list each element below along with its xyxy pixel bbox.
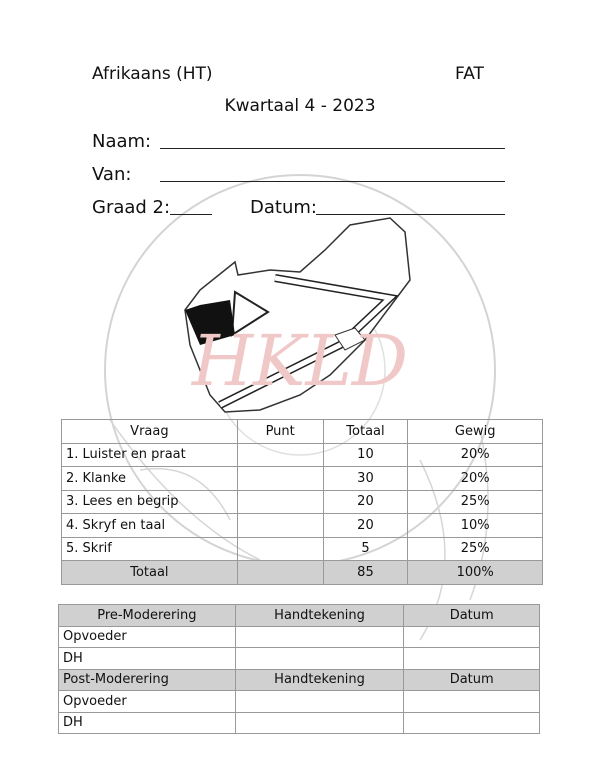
date-cell[interactable] <box>404 712 540 734</box>
datum-header: Datum <box>404 669 540 691</box>
totaal-cell: 20 <box>323 514 408 538</box>
vraag-cell: 1. Luister en praat <box>62 443 238 467</box>
signature-cell[interactable] <box>235 691 404 713</box>
total-totaal: 85 <box>323 561 408 585</box>
punt-cell[interactable] <box>237 467 323 491</box>
pre-moderation-header <box>59 605 540 627</box>
van-field[interactable] <box>160 181 505 182</box>
vraag-cell: 4. Skryf en taal <box>62 514 238 538</box>
post-moderation-header <box>59 669 540 691</box>
gewig-cell: 20% <box>408 467 543 491</box>
role-cell: Opvoeder <box>59 626 236 648</box>
van-label: Van: <box>92 164 132 185</box>
handtekening-header: Handtekening <box>235 605 404 627</box>
punt-cell[interactable] <box>237 514 323 538</box>
role-cell: Opvoeder <box>59 691 236 713</box>
table-row <box>62 537 543 561</box>
table-row <box>59 712 540 734</box>
total-punt-cell[interactable] <box>237 561 323 585</box>
page-title: Kwartaal 4 - 2023 <box>224 96 376 116</box>
role-cell: DH <box>59 712 236 734</box>
graad-label: Graad 2: <box>92 197 171 218</box>
punt-cell[interactable] <box>237 443 323 467</box>
naam-field[interactable] <box>160 148 505 149</box>
table-header-row <box>62 420 543 444</box>
punt-cell[interactable] <box>237 537 323 561</box>
header-gewig: Gewig <box>408 420 543 444</box>
date-cell[interactable] <box>404 626 540 648</box>
table-row <box>62 467 543 491</box>
datum-field[interactable] <box>316 214 505 215</box>
signature-cell[interactable] <box>235 626 404 648</box>
date-cell[interactable] <box>404 648 540 670</box>
punt-cell[interactable] <box>237 490 323 514</box>
table-row <box>62 443 543 467</box>
table-row <box>59 691 540 713</box>
vraag-cell: 2. Klanke <box>62 467 238 491</box>
table-row <box>59 648 540 670</box>
datum-header: Datum <box>404 605 540 627</box>
header-totaal: Totaal <box>323 420 408 444</box>
subject-label: Afrikaans (HT) <box>92 64 213 84</box>
table-row <box>62 490 543 514</box>
vraag-cell: 5. Skrif <box>62 537 238 561</box>
totaal-cell: 10 <box>323 443 408 467</box>
role-cell: DH <box>59 648 236 670</box>
gewig-cell: 25% <box>408 537 543 561</box>
vraag-cell: 3. Lees en begrip <box>62 490 238 514</box>
totaal-cell: 5 <box>323 537 408 561</box>
totaal-cell: 30 <box>323 467 408 491</box>
header-punt: Punt <box>237 420 323 444</box>
gewig-cell: 25% <box>408 490 543 514</box>
graad-field[interactable] <box>170 214 212 215</box>
total-label: Totaal <box>62 561 238 585</box>
post-moderering-header: Post-Moderering <box>59 669 236 691</box>
header-vraag: Vraag <box>62 420 238 444</box>
handtekening-header: Handtekening <box>235 669 404 691</box>
gewig-cell: 10% <box>408 514 543 538</box>
marks-table <box>61 419 543 585</box>
moderation-table <box>58 604 540 734</box>
total-row <box>62 561 543 585</box>
total-gewig: 100% <box>408 561 543 585</box>
assessment-type: FAT <box>455 64 484 84</box>
table-row <box>62 514 543 538</box>
gewig-cell: 20% <box>408 443 543 467</box>
pre-moderering-header: Pre-Moderering <box>59 605 236 627</box>
datum-label: Datum: <box>250 197 317 218</box>
naam-label: Naam: <box>92 131 152 152</box>
signature-cell[interactable] <box>235 712 404 734</box>
table-row <box>59 626 540 648</box>
totaal-cell: 20 <box>323 490 408 514</box>
signature-cell[interactable] <box>235 648 404 670</box>
date-cell[interactable] <box>404 691 540 713</box>
watermark-monogram: HKLD <box>192 320 408 402</box>
